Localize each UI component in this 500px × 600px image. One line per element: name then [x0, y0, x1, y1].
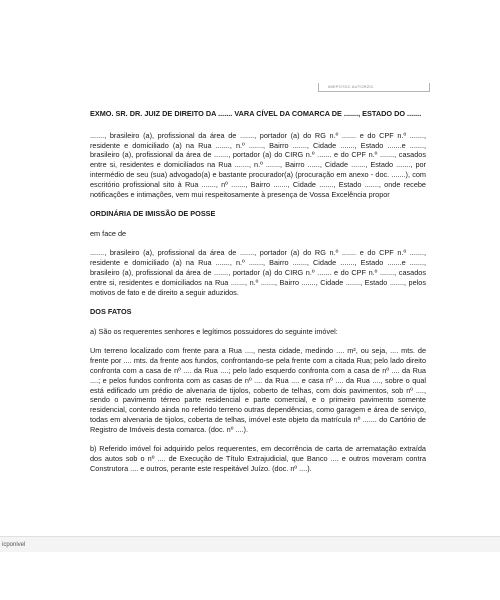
status-bar: [0, 536, 500, 552]
property-description: Um terreno localizado com frente para a Rua ...., nesta cidade, medindo .... m², ou seja, .... mts. de frente por .... mts. da frente aos fundos, confrontando-se pela frente com a citada Rua; pelo lado direito confronta com a casa de nº .... da Rua ....; pelo lado esquerdo confronta com a casa de nº .... da Rua ....; e pelos fundos confronta com as casas de nº .... da Rua .... e casa nº .... da Rua ...., sobre o qual está edificado um prédio de alvenaria de tijolos, coberto de telhas, com dois pavimentos, sob nº ...., sendo o pavimento térreo parte residencial e parte comercial, e o primeiro pavimento somente residencial, contendo ainda no referido terreno outras dependências, como garagem e área de serviço, todas em alvenaria de tijolos, coberta de telhas, imóvel este objeto da matrícula nº ....... do Cartório de Registro de Imóveis desta comarca. (doc. nº ....).: [90, 346, 426, 434]
facts-item-b: b) Referido imóvel foi adquirido pelos requerentes, em decorrência de carta de arrematação extraída dos autos sob o nº .... de Execução de Título Extrajudicial, que Banco .... e outros moveram contra Construtora .... e outros, perante este respeitável Juízo. (doc. nº ....).: [90, 444, 426, 473]
document-title: EXMO. SR. DR. JUIZ DE DIREITO DA ....... VARA CÍVEL DA COMARCA DE ......., ESTADO DO .......: [90, 109, 422, 118]
facts-item-a: a) São os requerentes senhores e legítimos possuidores do seguinte imóvel:: [90, 326, 338, 336]
header-stamp: IMEPOTDC AUTORZIC: [318, 83, 430, 92]
em-face-text: em face de: [90, 228, 127, 238]
action-heading: ORDINÁRIA DE IMISSÃO DE POSSE: [90, 209, 216, 219]
defendants-paragraph: ......., brasileiro (a), profissional da área de ......., portador (a) do RG n.º ....... e do CPF n.º ......., residente e domiciliado (a) na Rua ......., n.º ......., Bairro ......., Cidade ......., Estado .......e ......., brasileiro (a), profissional da área de ......., portador (a) do CIRG n.º ....... e do CPF n.º ......., casados entre si, residentes e domiciliados na Rua ......., n.º ......., Bairro ......., Cidade ......., Estado ......., pelos motivos de fato e de direito a seguir aduzidos.: [90, 248, 426, 297]
facts-heading: DOS FATOS: [90, 307, 132, 317]
status-text: icponivel: [2, 542, 26, 548]
plaintiffs-paragraph: ......., brasileiro (a), profissional da área de ......., portador (a) do RG n.º ....... e do CPF n.º ......., residente e domiciliado (a) na Rua ......., n.º ......., Bairro ......., Cidade ......., Estado .......e ......., brasileiro (a), profissional da área de ......., portador (a) do CIRG n.º ....... e do CPF n.º ......., casados entre si, residentes e domiciliados na Rua ......., n.º ......., Bairro ......, Cidade ......., Estado ......., por intermédio de seu (sua) advogado(a) e bastante procurador(a) (procuração em anexo - doc. .......), com escritório profissional sito à Rua ......., nº ......., Bairro ......., Cidade ......., Estado ......., onde recebe notificações e intimações, vem mui respeitosamente à presença de Vossa Excelência propor: [90, 130, 426, 199]
document-body: [90, 109, 426, 483]
